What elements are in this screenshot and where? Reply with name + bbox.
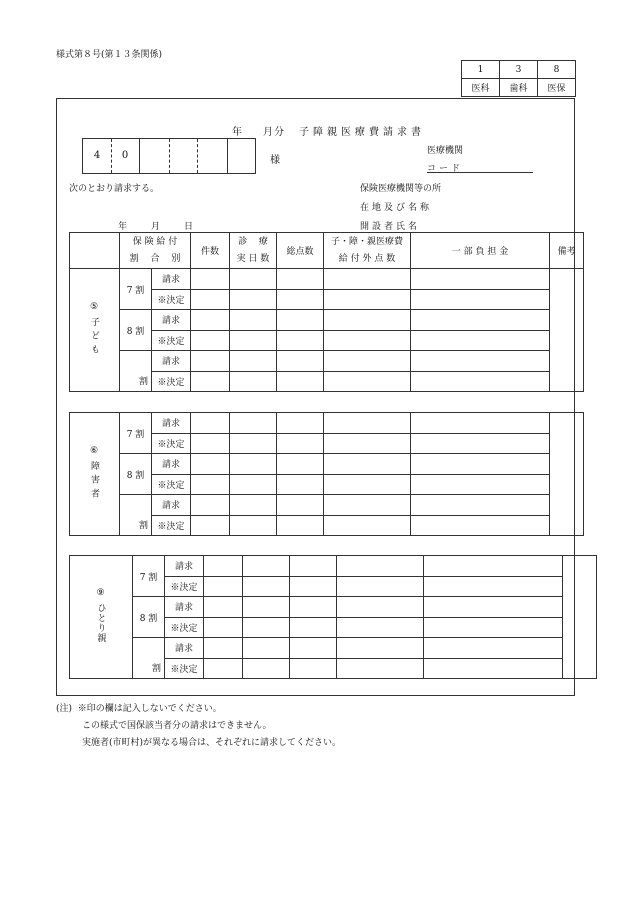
copay-cell[interactable] bbox=[411, 269, 550, 290]
days-cell[interactable] bbox=[230, 515, 277, 536]
address-line3: 開設者氏名 bbox=[360, 222, 421, 232]
days-cell[interactable] bbox=[230, 433, 277, 454]
honorific: 様 bbox=[270, 155, 280, 166]
header-days-line1: 診 療 bbox=[238, 236, 268, 247]
date-month: 月 bbox=[151, 222, 161, 232]
row-type: 請求 bbox=[152, 269, 191, 290]
header-kyufu bbox=[120, 233, 191, 269]
code-label: 歯科 bbox=[500, 79, 538, 97]
extra-cell[interactable] bbox=[324, 495, 411, 516]
header-extra-line1: 子・障・親医療費 bbox=[330, 236, 403, 247]
days-cell[interactable] bbox=[230, 413, 277, 434]
count-cell[interactable] bbox=[191, 474, 230, 495]
rate-text: 割 bbox=[138, 377, 148, 387]
remarks-cell[interactable] bbox=[563, 556, 597, 679]
note-line1 bbox=[56, 701, 341, 718]
copay-cell[interactable] bbox=[424, 556, 563, 577]
points-cell[interactable] bbox=[290, 597, 337, 618]
points-cell[interactable] bbox=[290, 658, 337, 679]
header-kyufu-line1: 保 険 給 付 bbox=[132, 236, 178, 247]
copay-cell[interactable] bbox=[411, 413, 550, 434]
address-line2: 在地及び名称 bbox=[360, 203, 433, 213]
points-cell[interactable] bbox=[277, 289, 324, 310]
extra-cell[interactable] bbox=[324, 351, 411, 372]
count-cell[interactable] bbox=[191, 495, 230, 516]
copay-cell[interactable] bbox=[411, 495, 550, 516]
code-divider bbox=[169, 139, 170, 173]
code-label: 医保 bbox=[538, 79, 576, 97]
notes bbox=[56, 701, 341, 752]
count-cell[interactable] bbox=[191, 515, 230, 536]
days-cell[interactable] bbox=[243, 597, 290, 618]
title-month: 月分 bbox=[263, 127, 285, 138]
row-type: ※決定 bbox=[165, 617, 204, 638]
row-type: 請求 bbox=[152, 310, 191, 331]
copay-cell[interactable] bbox=[424, 617, 563, 638]
extra-cell[interactable] bbox=[324, 310, 411, 331]
code-number: 3 bbox=[500, 61, 538, 79]
category-code-table bbox=[461, 60, 576, 97]
copay-cell[interactable] bbox=[411, 371, 550, 392]
points-cell[interactable] bbox=[277, 351, 324, 372]
header-kyufu-line2: 割 合 別 bbox=[129, 253, 181, 264]
row-type: ※決定 bbox=[152, 515, 191, 536]
row-type: ※決定 bbox=[165, 576, 204, 597]
code-number: 8 bbox=[538, 61, 576, 79]
institution-label: 医療機関 bbox=[427, 146, 464, 156]
extra-cell[interactable] bbox=[337, 556, 424, 577]
note-prefix: (注) bbox=[56, 704, 73, 714]
code-divider bbox=[197, 139, 198, 173]
row-type: 請求 bbox=[152, 454, 191, 475]
days-cell[interactable] bbox=[243, 617, 290, 638]
extra-cell[interactable] bbox=[337, 576, 424, 597]
points-cell[interactable] bbox=[277, 310, 324, 331]
address-line1: 保険医療機関等の所 bbox=[360, 184, 442, 194]
copay-cell[interactable] bbox=[411, 454, 550, 475]
rate-cell: 8 割 bbox=[120, 454, 152, 495]
count-cell[interactable] bbox=[191, 351, 230, 372]
count-cell[interactable] bbox=[191, 454, 230, 475]
section-label-text: ⑤ 子 ど も bbox=[89, 302, 99, 355]
extra-cell[interactable] bbox=[324, 515, 411, 536]
extra-cell[interactable] bbox=[324, 330, 411, 351]
remarks-cell[interactable] bbox=[550, 269, 584, 392]
copay-cell[interactable] bbox=[424, 638, 563, 659]
rate-cell bbox=[120, 351, 152, 392]
claim-table-single-parent bbox=[69, 555, 597, 679]
count-cell[interactable] bbox=[191, 330, 230, 351]
header-count: 件数 bbox=[191, 233, 230, 269]
days-cell[interactable] bbox=[243, 576, 290, 597]
date-line bbox=[118, 219, 217, 232]
count-cell[interactable] bbox=[204, 617, 243, 638]
row-type: 請求 bbox=[165, 597, 204, 618]
form-title bbox=[232, 123, 425, 138]
copay-cell[interactable] bbox=[411, 474, 550, 495]
code-divider bbox=[227, 139, 228, 173]
row-type: ※決定 bbox=[152, 474, 191, 495]
count-cell[interactable] bbox=[191, 371, 230, 392]
header-remarks: 備考 bbox=[550, 233, 584, 269]
row-type: 請求 bbox=[165, 638, 204, 659]
count-cell[interactable] bbox=[204, 597, 243, 618]
points-cell[interactable] bbox=[277, 413, 324, 434]
rate-cell: 7 割 bbox=[120, 269, 152, 310]
section-label bbox=[70, 269, 120, 392]
row-type: 請求 bbox=[152, 351, 191, 372]
date-year: 年 bbox=[118, 222, 128, 232]
header-days bbox=[230, 233, 277, 269]
count-cell[interactable] bbox=[191, 289, 230, 310]
points-cell[interactable] bbox=[277, 515, 324, 536]
section-label-text: ⑨ ひとり親 bbox=[95, 588, 106, 643]
title-main: 子障親医療費請求書 bbox=[299, 127, 425, 138]
extra-cell[interactable] bbox=[324, 433, 411, 454]
title-year: 年 bbox=[232, 127, 243, 138]
points-cell[interactable] bbox=[277, 269, 324, 290]
extra-cell[interactable] bbox=[324, 474, 411, 495]
copay-cell[interactable] bbox=[411, 515, 550, 536]
days-cell[interactable] bbox=[230, 330, 277, 351]
extra-cell[interactable] bbox=[324, 454, 411, 475]
row-type: ※決定 bbox=[152, 371, 191, 392]
points-cell[interactable] bbox=[290, 638, 337, 659]
days-cell[interactable] bbox=[230, 351, 277, 372]
row-type: ※決定 bbox=[152, 289, 191, 310]
points-cell[interactable] bbox=[277, 495, 324, 516]
extra-cell[interactable] bbox=[337, 658, 424, 679]
copay-cell[interactable] bbox=[424, 576, 563, 597]
days-cell[interactable] bbox=[230, 371, 277, 392]
code-divider bbox=[139, 139, 140, 173]
points-cell[interactable] bbox=[277, 433, 324, 454]
row-type: 請求 bbox=[165, 556, 204, 577]
row-type: ※決定 bbox=[152, 433, 191, 454]
header-extra bbox=[324, 233, 411, 269]
count-cell[interactable] bbox=[204, 638, 243, 659]
count-cell[interactable] bbox=[191, 433, 230, 454]
header-extra-line2: 給 付 外 点 数 bbox=[338, 253, 396, 264]
extra-cell[interactable] bbox=[324, 269, 411, 290]
copay-cell[interactable] bbox=[411, 310, 550, 331]
institution-code-line[interactable] bbox=[427, 172, 533, 173]
points-cell[interactable] bbox=[277, 371, 324, 392]
row-type: 請求 bbox=[152, 413, 191, 434]
points-cell[interactable] bbox=[277, 330, 324, 351]
form-label: 様式第８号(第１３条関係) bbox=[56, 50, 163, 60]
row-type: ※決定 bbox=[165, 658, 204, 679]
days-cell[interactable] bbox=[230, 310, 277, 331]
header-points: 総点数 bbox=[277, 233, 324, 269]
request-text: 次のとおり請求する。 bbox=[69, 184, 160, 194]
code-digit: 4 bbox=[93, 150, 101, 161]
extra-cell[interactable] bbox=[337, 597, 424, 618]
note-line3: 実施者(市町村)が異なる場合は、それぞれに請求してください。 bbox=[82, 738, 342, 748]
copay-cell[interactable] bbox=[411, 351, 550, 372]
claim-table-children bbox=[69, 232, 584, 392]
claim-table-disabled bbox=[69, 412, 584, 536]
days-cell[interactable] bbox=[230, 269, 277, 290]
rate-cell: 8 割 bbox=[120, 310, 152, 351]
institution-code-label: コード bbox=[427, 164, 464, 174]
rate-cell: 7 割 bbox=[133, 556, 165, 597]
points-cell[interactable] bbox=[290, 617, 337, 638]
points-cell[interactable] bbox=[277, 474, 324, 495]
section-label bbox=[70, 413, 120, 536]
days-cell[interactable] bbox=[230, 495, 277, 516]
header-copay: 一 部 負 担 金 bbox=[411, 233, 550, 269]
institution-code-box[interactable] bbox=[82, 138, 256, 174]
points-cell[interactable] bbox=[277, 454, 324, 475]
days-cell[interactable] bbox=[230, 474, 277, 495]
days-cell[interactable] bbox=[243, 638, 290, 659]
rate-cell bbox=[133, 638, 165, 679]
count-cell[interactable] bbox=[204, 576, 243, 597]
copay-cell[interactable] bbox=[424, 597, 563, 618]
extra-cell[interactable] bbox=[324, 371, 411, 392]
note-text: ※印の欄は記入しないでください。 bbox=[77, 704, 222, 714]
days-cell[interactable] bbox=[243, 556, 290, 577]
code-number: 1 bbox=[462, 61, 500, 79]
copay-cell[interactable] bbox=[411, 330, 550, 351]
rate-cell bbox=[120, 495, 152, 536]
code-digit: 0 bbox=[121, 150, 129, 161]
extra-cell[interactable] bbox=[337, 638, 424, 659]
days-cell[interactable] bbox=[230, 454, 277, 475]
count-cell[interactable] bbox=[204, 556, 243, 577]
date-day: 日 bbox=[184, 222, 194, 232]
extra-cell[interactable] bbox=[337, 617, 424, 638]
copay-cell[interactable] bbox=[424, 658, 563, 679]
section-label-text: ⑥ 障 害 者 bbox=[89, 446, 99, 499]
count-cell[interactable] bbox=[191, 413, 230, 434]
count-cell[interactable] bbox=[191, 310, 230, 331]
extra-cell[interactable] bbox=[324, 289, 411, 310]
code-label: 医科 bbox=[462, 79, 500, 97]
remarks-cell[interactable] bbox=[550, 413, 584, 536]
days-cell[interactable] bbox=[230, 289, 277, 310]
row-type: 請求 bbox=[152, 495, 191, 516]
count-cell[interactable] bbox=[191, 269, 230, 290]
extra-cell[interactable] bbox=[324, 413, 411, 434]
row-type: ※決定 bbox=[152, 330, 191, 351]
days-cell[interactable] bbox=[243, 658, 290, 679]
rate-cell: 7 割 bbox=[120, 413, 152, 454]
rate-text: 割 bbox=[138, 521, 148, 531]
count-cell[interactable] bbox=[204, 658, 243, 679]
header-blank bbox=[70, 233, 120, 269]
rate-cell: 8 割 bbox=[133, 597, 165, 638]
points-cell[interactable] bbox=[290, 576, 337, 597]
points-cell[interactable] bbox=[290, 556, 337, 577]
note-line2: この様式で国保該当者分の請求はできません。 bbox=[82, 721, 272, 731]
rate-text: 割 bbox=[151, 664, 161, 674]
section-label bbox=[70, 556, 133, 679]
copay-cell[interactable] bbox=[411, 289, 550, 310]
header-days-line2: 実 日 数 bbox=[236, 253, 270, 264]
copay-cell[interactable] bbox=[411, 433, 550, 454]
